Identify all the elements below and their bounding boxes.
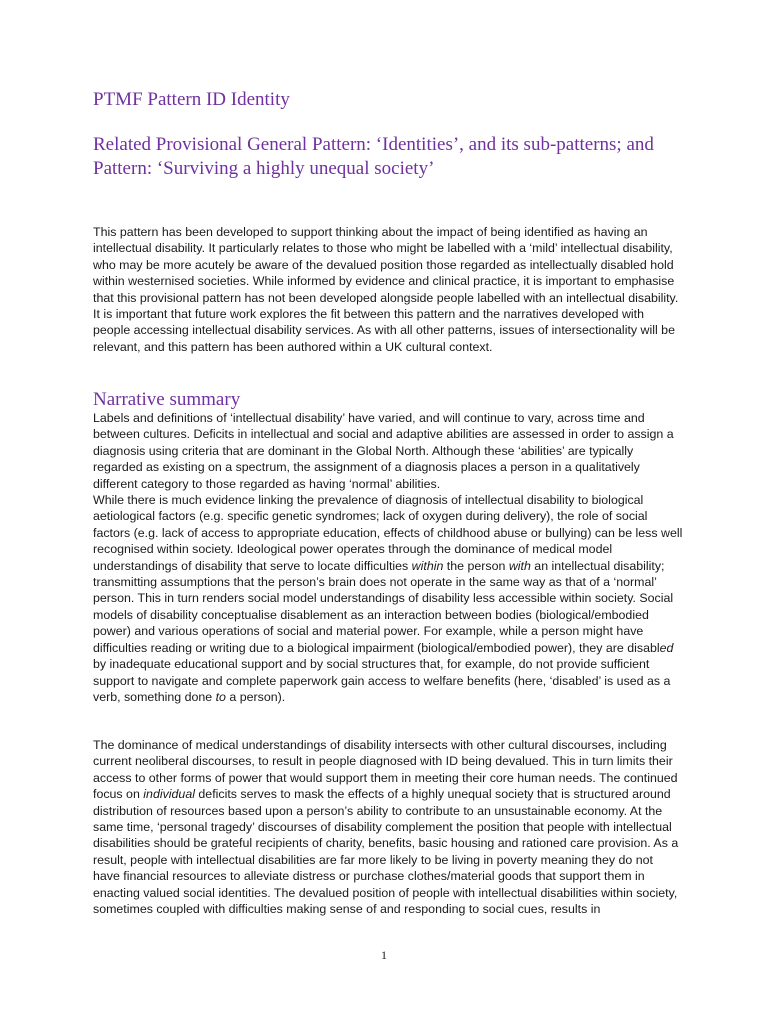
narrative-paragraph-2	[93, 492, 683, 705]
text-run: While there is much evidence linking the prevalence of diagnosis of intellectual disability to biological aetiological factors (e.g. specific genetic syndromes; lack of oxygen during delivery), the role of social factors (e.g. lack of access to appropriate education, effects of childhood abuse or bullying) can be less well recognised within society. Ideological power operates through the dominance of medical model understandings of disability that serve to locate difficulties	[93, 493, 683, 573]
emphasis-within: within	[411, 558, 444, 573]
emphasis-individual: individual	[143, 787, 195, 802]
narrative-paragraph-1: Labels and definitions of ‘intellectual disability’ have varied, and will continue to vary, across time and between cultures. Deficits in intellectual and social and adaptive abilities are assessed in order to assign a diagnosis using criteria that are dominant in the Global North. Although these ‘abilities’ are typically regarded as existing on a spectrum, the assignment of a diagnosis places a person in a qualitatively different category to those regarded as having ‘normal’ abilities.	[93, 411, 674, 491]
section-heading-narrative-summary: Narrative summary	[93, 389, 241, 410]
text-run: the person	[443, 558, 509, 573]
page-number: 1	[381, 948, 387, 962]
narrative-body	[93, 410, 683, 705]
intro-paragraph: This pattern has been developed to support thinking about the impact of being identified as having an intellectual disability. It particularly relates to those who might be labelled with a ‘mild’ intellectual disability, who may be more acutely be aware of the devalued position those regarded as intellectually disabled hold within westernised societies. While informed by evidence and clinical practice, it is important to emphasise that this provisional pattern has not been developed alongside people labelled with an intellectual disability. It is important that future work explores the fit between this pattern and the narratives developed with people accessing intellectual disability services. As with all other patterns, issues of intersectionality will be relevant, and this pattern has been authored within a UK cultural context.	[93, 225, 679, 354]
text-run: a person).	[225, 689, 286, 704]
document-title: PTMF Pattern ID Identity	[93, 89, 290, 110]
document-subtitle: Related Provisional General Pattern: ‘Identities’, and its sub-patterns; and Pattern: ‘Surviving a highly unequal society’	[93, 134, 654, 179]
text-run: by inadequate educational support and by social structures that, for example, do not provide sufficient support to navigate and complete paperwork gain access to welfare benefits (here, ‘disabled’ is used as a verb, something done	[93, 657, 671, 704]
text-run: an intellectual disability; transmitting assumptions that the person’s brain does not operate in the same way as that of a ‘normal’ person. This in turn renders social model understandings of disability less accessible within society. Social models of disability conceptualise disablement as an interaction between bodies (biological/embodied power) and various operations of social and material power. For example, while a person might have difficulties reading or writing due to a biological impairment (biological/embodied power), they are disabl	[93, 558, 674, 655]
dominance-paragraph	[93, 737, 683, 917]
emphasis-ed: ed	[659, 640, 674, 655]
emphasis-with: with	[508, 558, 531, 573]
text-run: The dominance of medical understandings of disability intersects with other cultural discourses, including current neoliberal discourses, to result in people diagnosed with ID being devalued. This in turn limits their access to other forms of power that would support them in meeting their core human needs. The continued focus on	[93, 738, 678, 802]
text-run: deficits serves to mask the effects of a highly unequal society that is structured around distribution of resources based upon a person’s ability to contribute to an unsustainable economy. At the same time, ‘personal tragedy’ discourses of disability complement the position that people with intellectual disabilities should be grateful recipients of charity, benefits, basic housing and rationed care provision. As a result, people with intellectual disabilities are far more likely to be living in poverty meaning they do not have financial resources to alleviate distress or purchase clothes/material goods that support them in enacting valued social identities. The devalued position of people with intellectual disabilities within society, sometimes coupled with difficulties making sense of and responding to social cues, results in	[93, 787, 679, 917]
emphasis-to: to	[215, 689, 226, 704]
